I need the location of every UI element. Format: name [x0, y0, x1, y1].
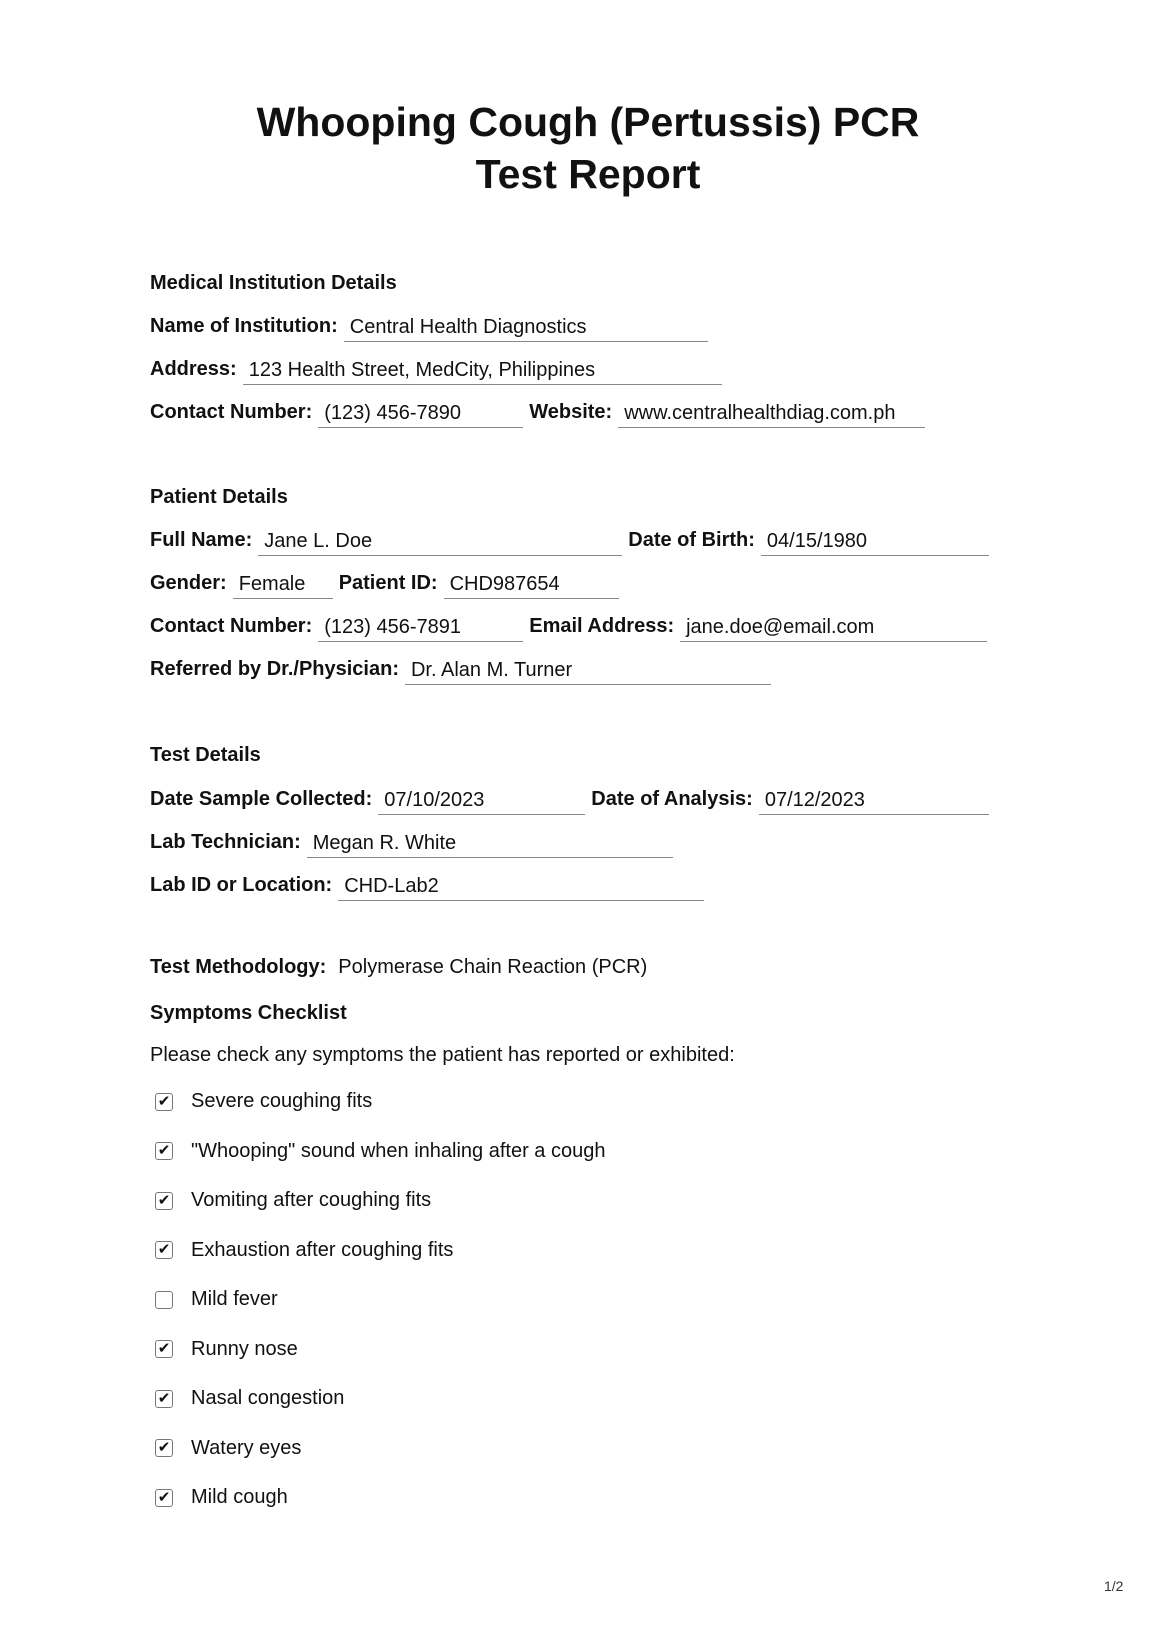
- label: Test Methodology:: [150, 956, 327, 978]
- patient-contact-row: [150, 612, 993, 638]
- symptom-label: Nasal congestion: [191, 1387, 345, 1409]
- label: Email Address:: [529, 615, 675, 637]
- checkbox-unchecked[interactable]: [155, 1291, 173, 1309]
- institution-contact-field[interactable]: (123) 456-7890: [318, 402, 523, 428]
- symptom-item: [155, 1189, 431, 1212]
- label: Date of Birth:: [628, 529, 755, 551]
- symptoms-instruction: Please check any symptoms the patient has reported or exhibited:: [150, 1044, 735, 1066]
- label: Contact Number:: [150, 401, 313, 423]
- checkbox-checked[interactable]: ✔: [155, 1390, 173, 1408]
- methodology-value: Polymerase Chain Reaction (PCR): [338, 956, 648, 978]
- institution-contact-row: [150, 398, 931, 424]
- email-field[interactable]: jane.doe@email.com: [680, 616, 987, 642]
- page-title: Whooping Cough (Pertussis) PCR Test Report: [256, 99, 920, 197]
- symptom-label: Exhaustion after coughing fits: [191, 1238, 454, 1261]
- checkbox-checked[interactable]: ✔: [155, 1093, 173, 1111]
- website-field[interactable]: www.centralhealthdiag.com.ph: [618, 402, 925, 428]
- date-collected-field[interactable]: 07/10/2023: [378, 789, 585, 815]
- label: Referred by Dr./Physician:: [150, 658, 399, 680]
- institution-name-row: [150, 312, 714, 338]
- symptom-item: [155, 1140, 605, 1163]
- label: Date of Analysis:: [591, 788, 753, 810]
- referred-row: [150, 655, 777, 681]
- label: Website:: [529, 401, 613, 423]
- lab-technician-field[interactable]: Megan R. White: [307, 832, 673, 858]
- symptom-label: Vomiting after coughing fits: [191, 1189, 432, 1211]
- symptom-item: [155, 1437, 301, 1460]
- label: Patient ID:: [338, 572, 438, 594]
- symptom-label: Watery eyes: [191, 1436, 302, 1459]
- institution-name-field[interactable]: Central Health Diagnostics: [344, 316, 708, 342]
- symptoms-header: Symptoms Checklist: [150, 1002, 347, 1024]
- patient-name-row: [150, 526, 995, 552]
- referred-field[interactable]: Dr. Alan M. Turner: [405, 659, 771, 685]
- symptom-item: [155, 1288, 278, 1311]
- label: Contact Number:: [150, 615, 313, 637]
- label: Gender:: [150, 572, 227, 594]
- label: Date Sample Collected:: [150, 788, 373, 810]
- symptom-label: Mild cough: [191, 1486, 288, 1508]
- symptom-item: [155, 1486, 288, 1509]
- symptom-label: "Whooping" sound when inhaling after a cough: [191, 1139, 606, 1162]
- symptom-label: Mild fever: [191, 1288, 278, 1310]
- date-analysis-field[interactable]: 07/12/2023: [759, 789, 989, 815]
- label: Lab Technician:: [150, 831, 301, 853]
- tech-row: [150, 828, 679, 854]
- symptom-item: [155, 1090, 372, 1113]
- patient-contact-field[interactable]: (123) 456-7891: [318, 616, 523, 642]
- address-field[interactable]: 123 Health Street, MedCity, Philippines: [243, 359, 722, 385]
- gender-field[interactable]: Female: [233, 573, 333, 599]
- dob-field[interactable]: 04/15/1980: [761, 530, 989, 556]
- page-number: 1/2: [1104, 1578, 1124, 1594]
- test-header: Test Details: [150, 744, 261, 766]
- dates-row: [150, 785, 995, 811]
- patient-header: Patient Details: [150, 486, 288, 508]
- label: Address:: [150, 358, 237, 380]
- checkbox-checked[interactable]: ✔: [155, 1142, 173, 1160]
- label: Full Name:: [150, 529, 253, 551]
- label: Lab ID or Location:: [150, 874, 333, 896]
- patient-id-field[interactable]: CHD987654: [444, 573, 619, 599]
- full-name-field[interactable]: Jane L. Doe: [258, 530, 622, 556]
- symptom-item: [155, 1387, 344, 1410]
- lab-row: [150, 871, 710, 897]
- checkbox-checked[interactable]: ✔: [155, 1439, 173, 1457]
- checkbox-checked[interactable]: ✔: [155, 1241, 173, 1259]
- symptom-label: Severe coughing fits: [191, 1090, 373, 1112]
- address-row: [150, 355, 728, 381]
- label: Name of Institution:: [150, 315, 338, 337]
- institution-header: Medical Institution Details: [150, 272, 397, 294]
- checkbox-checked[interactable]: ✔: [155, 1340, 173, 1358]
- symptom-label: Runny nose: [191, 1337, 298, 1360]
- gender-row: [150, 569, 625, 595]
- checkbox-checked[interactable]: ✔: [155, 1192, 173, 1210]
- symptom-item: [155, 1338, 298, 1361]
- methodology-row: [150, 956, 647, 979]
- checkbox-checked[interactable]: ✔: [155, 1489, 173, 1507]
- lab-id-field[interactable]: CHD-Lab2: [338, 875, 704, 901]
- symptom-item: [155, 1239, 453, 1262]
